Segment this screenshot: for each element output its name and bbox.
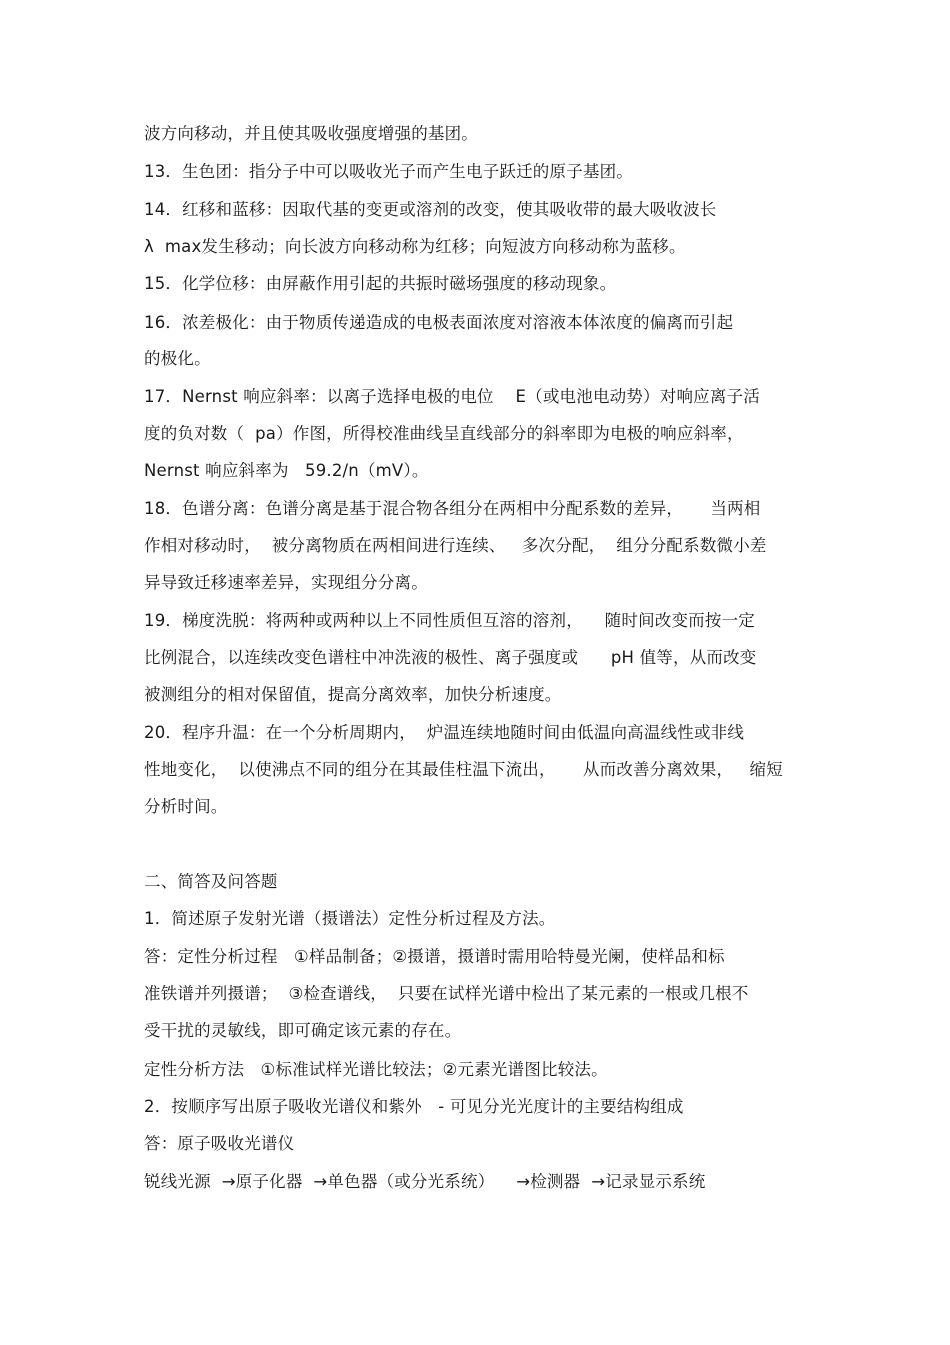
text-line: 波方向移动，并且使其吸收强度增强的基团。 <box>144 124 478 143</box>
text-line: 20．程序升温：在一个分析周期内， 炉温连续地随时间由低温向高温线性或非线 <box>144 723 745 742</box>
text-line: 准铁谱并列摄谱； ③检查谱线， 只要在试样光谱中检出了某元素的一根或几根不 <box>144 984 749 1003</box>
text-line: Nernst 响应斜率为 59.2/n（mV）。 <box>144 461 429 480</box>
text-line: 14．红移和蓝移：因取代基的变更或溶剂的改变，使其吸收带的最大吸收波长 <box>144 200 717 219</box>
text-line: 分析时间。 <box>144 797 228 816</box>
text-line: 异导致迁移速率差异，实现组分分离。 <box>144 573 428 592</box>
text-line: 13．生色团：指分子中可以吸收光子而产生电子跃迁的原子基团。 <box>144 162 633 181</box>
text-line: 作相对移动时， 被分离物质在两相间进行连续、 多次分配， 组分分配系数微小差 <box>144 536 767 555</box>
section-heading: 二、简答及问答题 <box>144 872 278 891</box>
text-line: 定性分析方法 ①标准试样光谱比较法；②元素光谱图比较法。 <box>144 1060 608 1079</box>
text-line: 受干扰的灵敏线，即可确定该元素的存在。 <box>144 1021 462 1040</box>
text-line: 性地变化， 以使沸点不同的组分在其最佳柱温下流出， 从而改善分离效果， 缩短 <box>144 760 783 779</box>
text-line: 的极化。 <box>144 349 211 368</box>
text-line: 2．按顺序写出原子吸收光谱仪和紫外 - 可见分光光度计的主要结构组成 <box>144 1097 684 1116</box>
text-line: 锐线光源 →原子化器 →单色器（或分光系统） →检测器 →记录显示系统 <box>144 1172 706 1191</box>
text-line: 15．化学位移：由屏蔽作用引起的共振时磁场强度的移动现象。 <box>144 274 617 293</box>
text-line: λ max发生移动；向长波方向移动称为红移；向短波方向移动称为蓝移。 <box>144 237 686 256</box>
text-line: 18．色谱分离：色谱分离是基于混合物各组分在两相中分配系数的差异， 当两相 <box>144 499 761 518</box>
text-line: 1．简述原子发射光谱（摄谱法）定性分析过程及方法。 <box>144 909 556 928</box>
text-line: 16．浓差极化：由于物质传递造成的电极表面浓度对溶液本体浓度的偏离而引起 <box>144 313 734 332</box>
text-line: 19．梯度洗脱：将两种或两种以上不同性质但互溶的溶剂， 随时间改变而按一定 <box>144 611 755 630</box>
text-line: 17．Nernst 响应斜率：以离子选择电极的电位 E（或电池电动势）对响应离子活 <box>144 387 760 406</box>
text-line: 答：原子吸收光谱仪 <box>144 1134 295 1153</box>
text-line: 比例混合，以连续改变色谱柱中冲洗液的极性、离子强度或 pH 值等，从而改变 <box>144 648 757 667</box>
text-line: 被测组分的相对保留值，提高分离效率，加快分析速度。 <box>144 685 562 704</box>
text-line: 答：定性分析过程 ①样品制备；②摄谱，摄谱时需用哈特曼光阑，使样品和标 <box>144 947 725 966</box>
text-line: 度的负对数（ pa）作图，所得校准曲线呈直线部分的斜率即为电极的响应斜率， <box>144 424 744 443</box>
